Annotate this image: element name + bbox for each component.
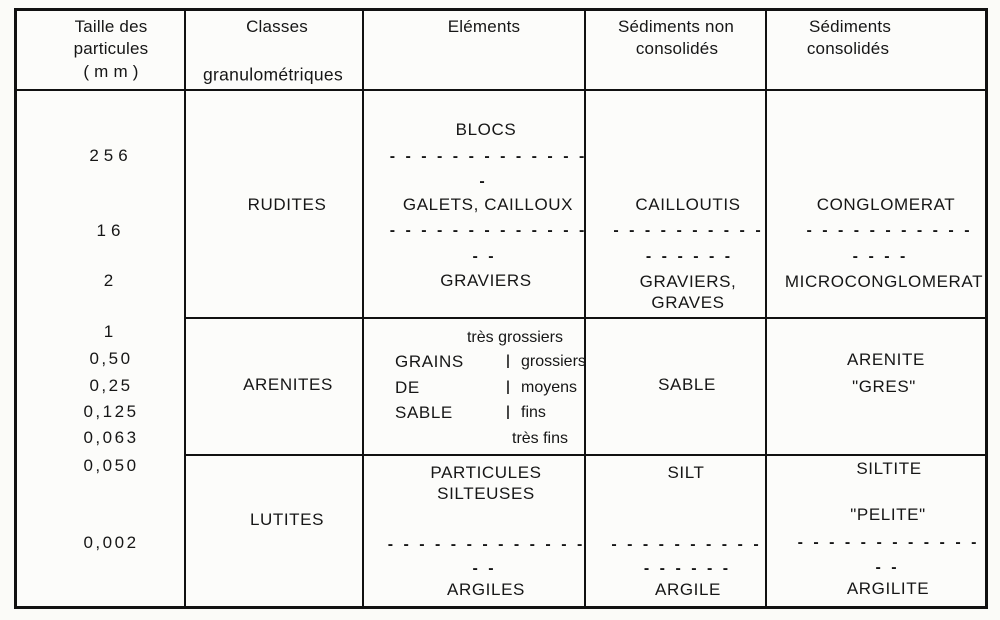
size-label-0002: 0,002 xyxy=(83,533,139,552)
dash-line: - - - - - - - - - - - - - xyxy=(387,536,585,553)
header-consolidated-line2: consolidés xyxy=(806,39,890,58)
sediment-sable: SABLE xyxy=(658,375,716,394)
element-grains: GRAINS xyxy=(395,352,464,371)
class-rudites: RUDITES xyxy=(247,195,327,214)
rock-gres: "GRES" xyxy=(852,377,916,396)
header-size-line1: Taille des xyxy=(74,17,148,36)
sediment-argile: ARGILE xyxy=(655,580,721,599)
dash-line: - - - - - - xyxy=(645,248,733,265)
sediment-cailloutis: CAILLOUTIS xyxy=(635,195,741,214)
column-divider-1 xyxy=(184,8,186,609)
dash-line: - - - - - - - - - - - - - xyxy=(389,148,587,165)
rock-arenite: ARENITE xyxy=(847,350,925,369)
header-unconsolidated-line2: consolidés xyxy=(635,39,719,58)
element-galets-cailloux: GALETS, CAILLOUX xyxy=(402,195,574,214)
dash-line: - - - - xyxy=(852,248,908,265)
dash-line: - - xyxy=(472,560,496,577)
element-particules-line1: PARTICULES xyxy=(430,463,542,482)
separator-bar: I xyxy=(505,401,511,424)
rock-argilite: ARGILITE xyxy=(846,579,930,598)
grain-qualifier-grossiers: grossiers xyxy=(521,353,586,370)
header-unconsolidated-line1: Sédiments non xyxy=(617,17,735,36)
dash-line: - - - - - - - - - - - xyxy=(806,222,972,239)
size-label-0125: 0,125 xyxy=(83,402,139,421)
class-lutites: LUTITES xyxy=(249,510,325,529)
sediment-graviers-graves-line2: GRAVES xyxy=(651,293,725,312)
element-argiles: ARGILES xyxy=(447,580,525,599)
rock-siltite: SILTITE xyxy=(856,459,922,478)
dash-line: - - xyxy=(875,559,899,576)
dash-line: - - - - - - - - - - xyxy=(611,536,761,553)
element-graviers: GRAVIERS xyxy=(440,271,532,290)
size-label-025: 0,25 xyxy=(89,376,133,395)
size-label-0050: 0,050 xyxy=(83,456,139,475)
grain-qualifier-tres-fins: très fins xyxy=(511,430,569,447)
dash-line: - - - - - - xyxy=(643,560,731,577)
dash-line: - xyxy=(479,173,487,190)
size-label-0063: 0,063 xyxy=(83,428,139,447)
grain-qualifier-moyens: moyens xyxy=(521,379,578,396)
grain-qualifier-tres-grossiers: très grossiers xyxy=(466,329,564,346)
column-divider-4 xyxy=(765,8,767,609)
table-border xyxy=(14,8,988,609)
rock-pelite: "PELITE" xyxy=(850,505,926,524)
class-arenites: ARENITES xyxy=(243,375,333,394)
header-divider xyxy=(14,89,988,91)
grain-qualifier-fins: fins xyxy=(521,404,546,421)
element-particules-line2: SILTEUSES xyxy=(437,484,535,503)
header-size-line3: ( m m ) xyxy=(83,62,139,81)
separator-bar: I xyxy=(505,350,511,373)
rock-microconglomerat: MICROCONGLOMERAT xyxy=(784,272,984,291)
dash-line: - - - - - - - - - - - - xyxy=(797,534,979,551)
size-label-256: 256 xyxy=(89,146,133,165)
header-classes-line2: granulométriques xyxy=(202,64,344,85)
element-de: DE xyxy=(395,378,420,397)
row-divider-rudites-arenites xyxy=(184,317,988,319)
size-label-2: 2 xyxy=(103,271,119,290)
dash-line: - - xyxy=(472,248,496,265)
size-label-16: 16 xyxy=(96,221,126,240)
element-blocs: BLOCS xyxy=(455,120,517,139)
separator-bar: I xyxy=(505,376,511,399)
column-divider-2 xyxy=(362,8,364,609)
column-divider-3 xyxy=(584,8,586,609)
size-label-050: 0,50 xyxy=(89,349,133,368)
size-label-1: 1 xyxy=(103,322,119,341)
header-size-line2: particules xyxy=(73,39,149,58)
rock-conglomerat: CONGLOMERAT xyxy=(816,195,956,214)
header-consolidated-line1: Sédiments xyxy=(808,17,892,36)
element-sable-word: SABLE xyxy=(395,403,453,422)
sediment-silt: SILT xyxy=(667,463,705,482)
header-classes-line1: Classes xyxy=(246,17,308,36)
sediment-graviers-graves-line1: GRAVIERS, xyxy=(639,272,737,291)
header-elements: Eléments xyxy=(447,17,521,36)
dash-line: - - - - - - - - - - xyxy=(613,222,763,239)
row-divider-arenites-lutites xyxy=(184,454,988,456)
dash-line: - - - - - - - - - - - - - xyxy=(389,222,587,239)
